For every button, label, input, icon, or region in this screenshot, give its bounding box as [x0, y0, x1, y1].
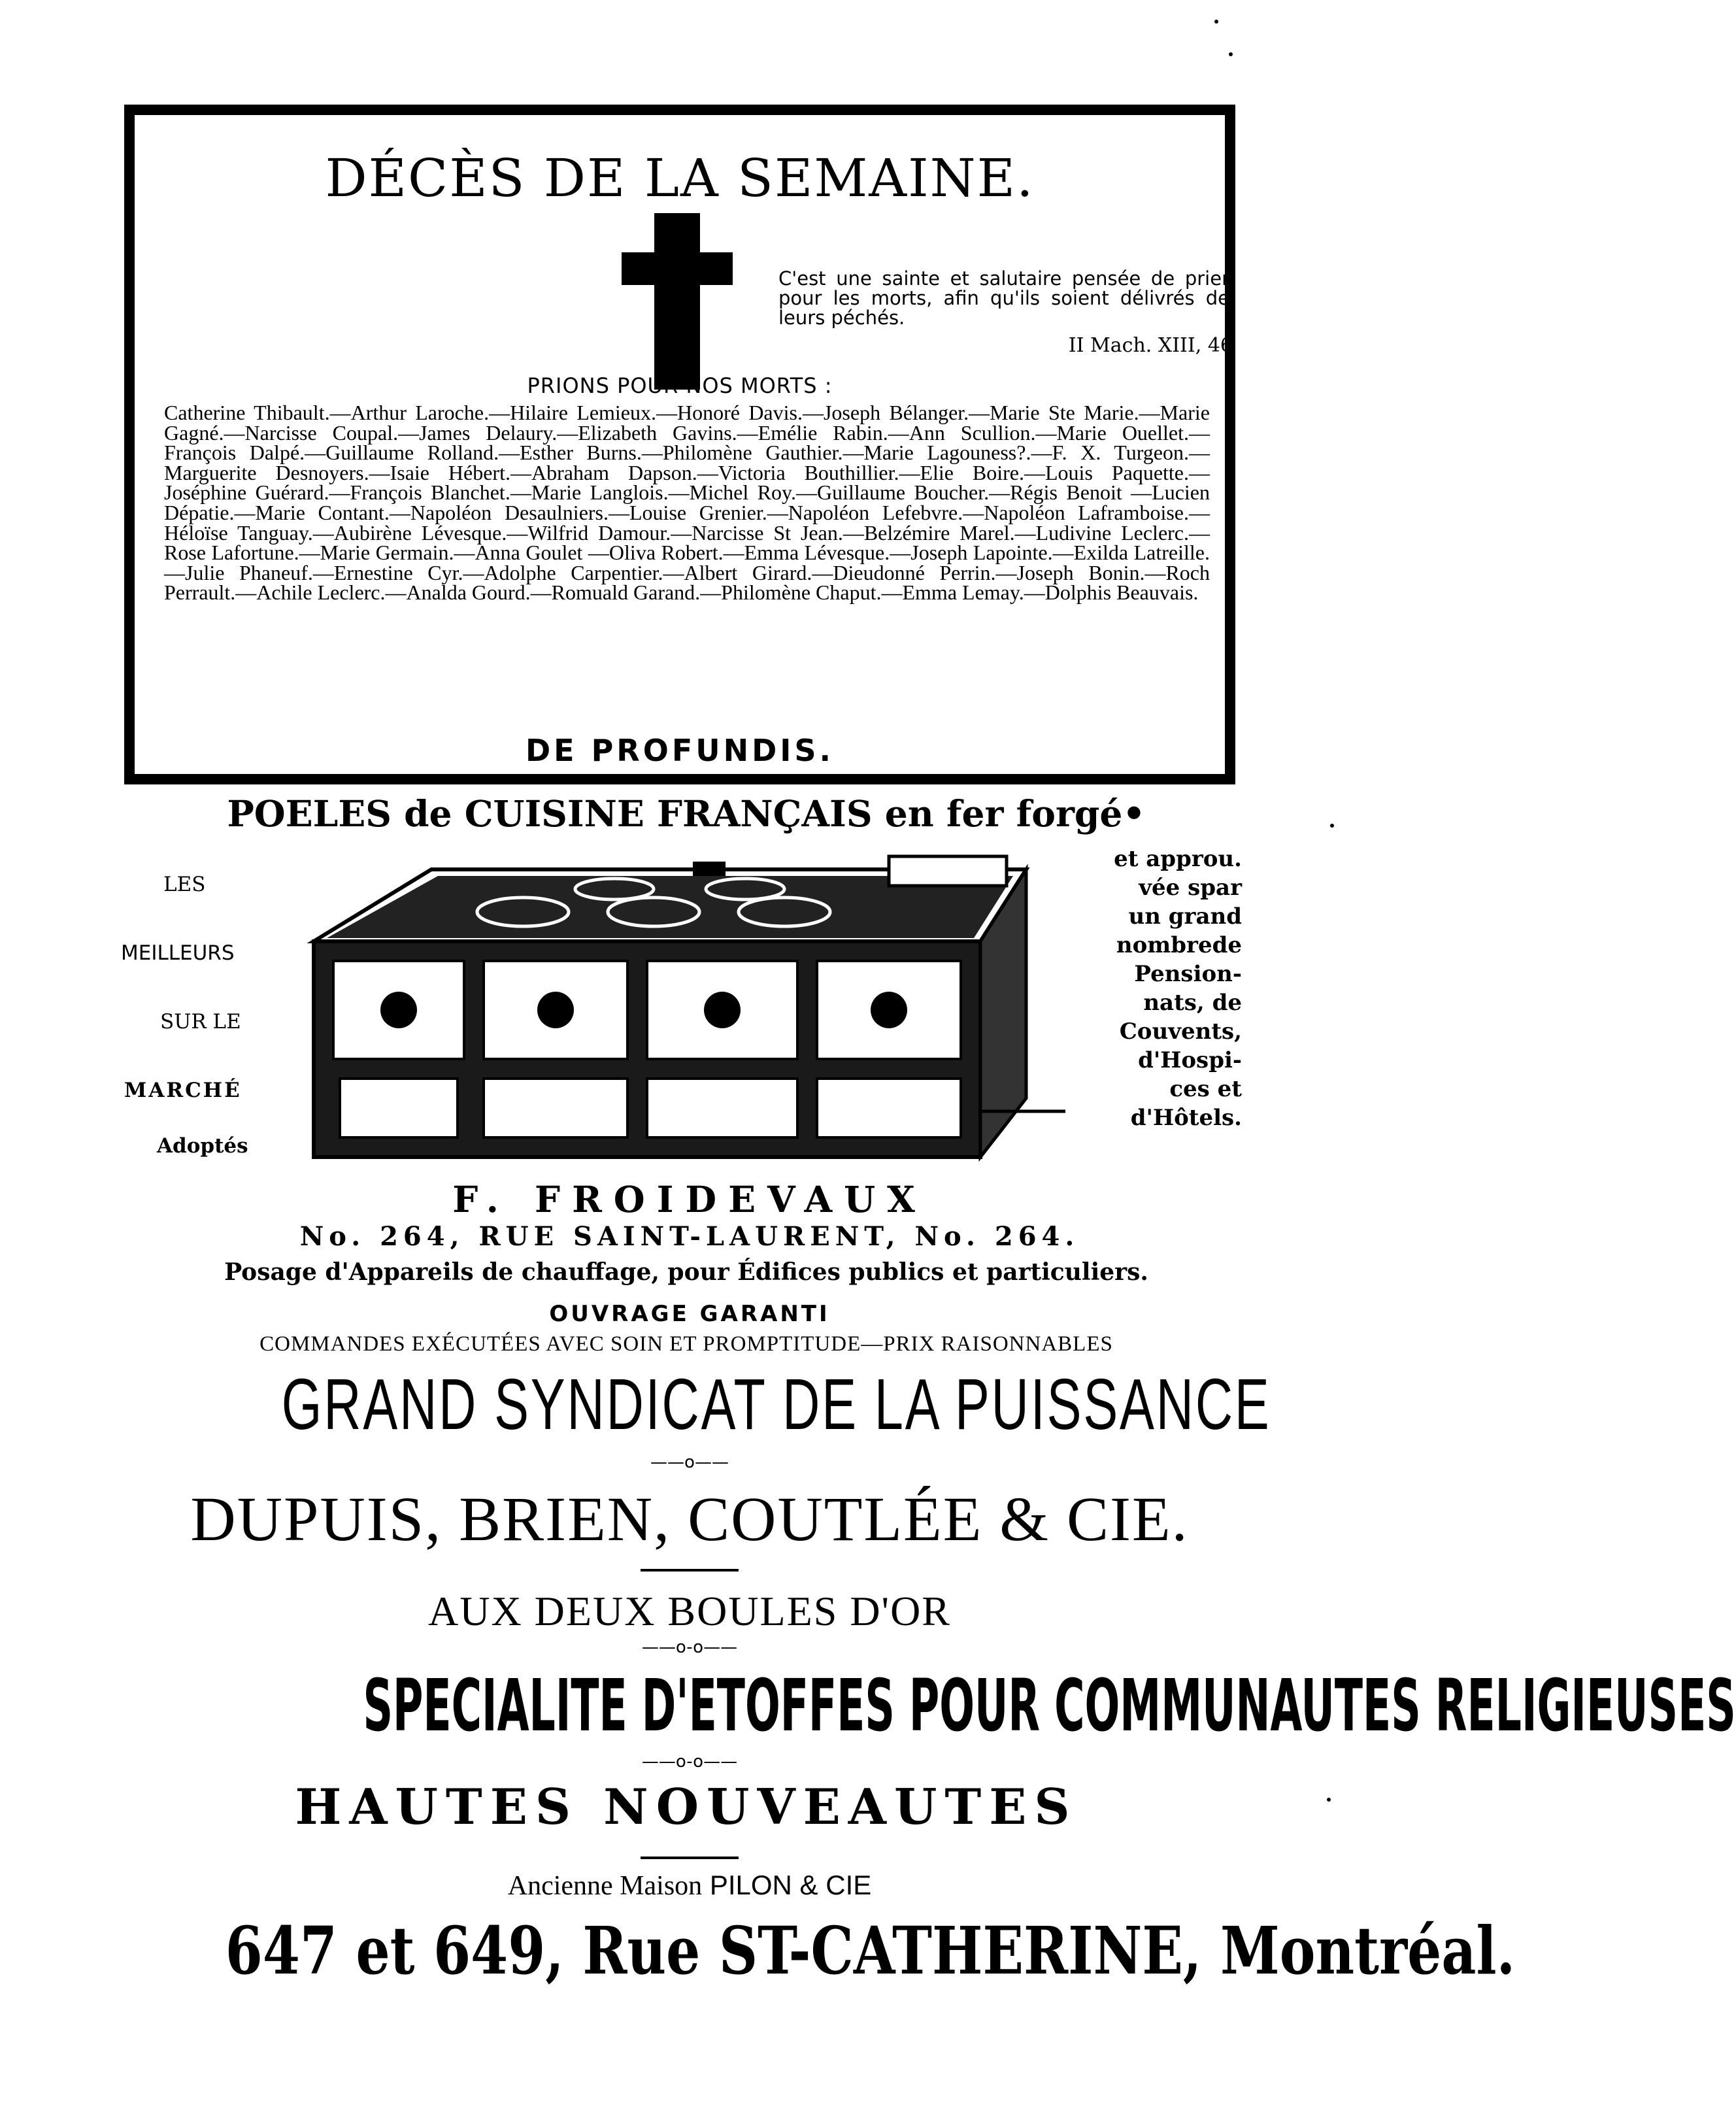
de-profundis: DE PROFUNDIS. — [525, 733, 835, 768]
stove-right-line-1: et approu. — [1114, 846, 1242, 872]
stove-left-line-5: Adoptés — [157, 1134, 248, 1158]
stove-right-line-10: d'Hôtels. — [1130, 1105, 1242, 1131]
obituary-title: DÉCÈS DE LA SEMAINE. — [325, 148, 1035, 209]
stove-right-line-7: Couvents, — [1119, 1018, 1242, 1045]
stove-right-text — [1065, 845, 1242, 1132]
speck — [1327, 1798, 1331, 1802]
stove-left-line-4: MARCHÉ — [124, 1079, 242, 1102]
stove-right-line-9: ces et — [1169, 1076, 1242, 1102]
stove-right-line-5: Pension- — [1134, 961, 1242, 987]
stove-right-line-8: d'Hospi- — [1138, 1047, 1242, 1073]
obituary-quote-reference: II Mach. XIII, 46 — [1068, 334, 1233, 357]
speck — [1330, 824, 1334, 828]
shop-name: AUX DEUX BOULES D'OR — [428, 1588, 951, 1634]
merchant-name: F. FROIDEVAUX — [452, 1178, 927, 1220]
ancienne-maison — [0, 1870, 1379, 1902]
stove-illustration — [288, 850, 1072, 1170]
street-address: 647 et 649, Rue ST-CATHERINE, Montréal. — [225, 1912, 1516, 1989]
specialite-line: SPECIALITE D'ETOFFES POUR COMMUNAUTES RELIGIEUSES — [363, 1664, 1736, 1747]
divider-rule — [641, 1857, 739, 1859]
ancienne-name: PILON & CIE — [709, 1870, 872, 1900]
ouvrage-garanti: OUVRAGE GARANTI — [549, 1301, 830, 1327]
stove-right-line-6: nats, de — [1143, 990, 1242, 1016]
firm-name: DUPUIS, BRIEN, COUTLÉE & CIE. — [190, 1484, 1189, 1554]
merchant-address: No. 264, RUE SAINT-LAURENT, No. 264. — [299, 1221, 1080, 1252]
obituary-quote: C'est une sainte et salutaire pensée de prier pour les morts, afin qu'ils soient délivrés de leurs péchés. — [778, 267, 1229, 329]
speck — [1229, 52, 1233, 56]
stove-right-line-3: un grand — [1128, 903, 1242, 930]
cross-icon — [622, 213, 733, 390]
stove-left-line-1: LES — [163, 873, 206, 896]
stove-left-line-2: MEILLEURS — [121, 941, 235, 965]
speck — [1214, 20, 1218, 24]
commandes-line: COMMANDES EXÉCUTÉES AVEC SOIN ET PROMPTITUDE—PRIX RAISONNABLES — [259, 1332, 1113, 1356]
posage-line: Posage d'Appareils de chauffage, pour Édifices publics et particuliers. — [224, 1258, 1148, 1286]
separator-3: ——o-o—— — [641, 1752, 738, 1772]
obituary-names: Catherine Thibault.—Arthur Laroche.—Hilaire Lemieux.—Honoré Davis.—Joseph Bélanger.—Marie Ste Marie.—Marie Gagné.—Narcisse Coupal.—James Delaury.—Elizabeth Gavins.—Emélie Rabin.—Ann Scullion.—Marie Ouellet.—François Dalpé.—Guillaume Rolland.—Esther Burns.—Philomène Gauthier.—Marie Lagouness?.—F. X. Turgeon.—Marguerite Desnoyers.—Isaie Hébert.—Abraham Dapson.—Victoria Bouthillier.—Elie Boire.—Louis Paquette.—Joséphine Guérard.—François Blanchet.—Marie Langlois.—Michel Roy.—Guillaume Boucher.—Régis Benoit —Lucien Dépatie.—Marie Contant.—Napoléon Desaulniers.—Louise Grenier.—Napoléon Lefebvre.—Napoléon Laframboise.—Héloïse Tanguay.—Aubirène Lévesque.—Wilfrid Damour.—Narcisse St Jean.—Belzémire Marel.—Ludivine Leclerc.—Rose Lafortune.—Marie Germain.—Anna Goulet —Oliva Robert.—Emma Lévesque.—Joseph Lapointe.—Exilda Latreille.—Julie Phaneuf.—Ernestine Cyr.—Adolphe Carpentier.—Albert Girard.—Dieudonné Perrin.—Joseph Bonin.—Roch Perrault.—Achile Leclerc.—Analda Gourd.—Romuald Garand.—Philomène Chaput.—Emma Lemay.—Dolphis Beauvais. — [164, 401, 1210, 605]
separator-1: ——o—— — [650, 1453, 729, 1472]
syndicat-title: GRAND SYNDICAT DE LA PUISSANCE — [281, 1364, 1271, 1445]
hautes-nouveautes: HAUTES NOUVEAUTES — [295, 1778, 1078, 1836]
stove-headline: POELES de CUISINE FRANÇAIS en fer forgé• — [227, 792, 1146, 835]
prions-heading: PRIONS POUR NOS MORTS : — [527, 373, 833, 398]
stove-left-line-3: SUR LE — [160, 1010, 241, 1034]
ancienne-prefix: Ancienne Maison — [507, 1871, 703, 1901]
obituary-frame — [124, 105, 1235, 784]
separator-2: ——o-o—— — [641, 1638, 738, 1657]
stove-right-line-4: nombrede — [1116, 932, 1242, 958]
divider-rule — [641, 1569, 739, 1572]
stove-right-line-2: vée spar — [1139, 875, 1242, 901]
